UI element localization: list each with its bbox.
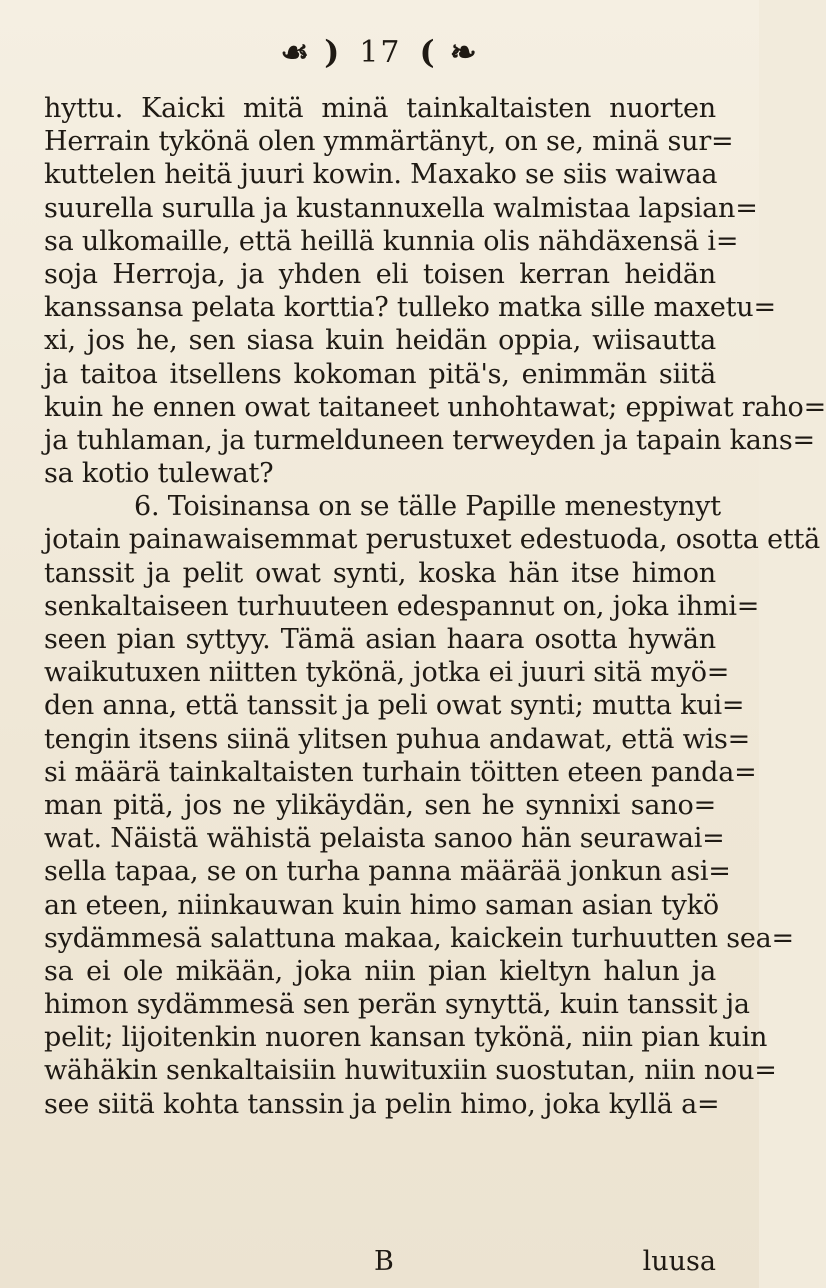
text-line: xi, jos he, sen siasa kuin heidän oppia, wiisautta [44, 325, 716, 357]
text-line: see siitä kohta tanssin ja pelin himo, joka kyllä a= [44, 1088, 720, 1120]
signature-mark: B [374, 1246, 394, 1277]
text-line: wähäkin senkaltaisiin huwituxiin suostutan, niin nou= [44, 1055, 777, 1087]
text-line: si määrä tainkaltaisten turhain töitten eteen panda= [44, 756, 757, 788]
text-line: soja Herroja, ja yhden eli toisen kerran heidän [44, 258, 716, 290]
text-line: kuttelen heitä juuri kowin. Maxako se siis waiwaa [44, 159, 718, 191]
text-line: an eteen, niinkauwan kuin himo saman asian tykö [44, 889, 719, 921]
ornament-left: ☙ ) [280, 33, 342, 71]
text-line: ja taitoa itsellens kokoman pitä's, enimmän siitä [44, 358, 716, 390]
text-line: ja tuhlaman, ja turmelduneen terweyden ja tapain kans= [44, 424, 815, 456]
ornament-right: ( ❧ [419, 33, 479, 71]
text-line: sa kotio tulewat? [44, 458, 274, 490]
text-line: man pitä, jos ne ylikäydän, sen he synnixi sano= [44, 789, 716, 821]
text-line: tengin itsens siinä ylitsen puhua andawat, että wis= [44, 723, 751, 755]
text-line: kuin he ennen owat taitaneet unhohtawat; eppiwat raho= [44, 391, 826, 423]
text-line: himon sydämmesä sen perän synyttä, kuin tanssit ja [44, 989, 750, 1021]
catchword: luusa [642, 1246, 716, 1277]
text-line: sa ulkomaille, että heillä kunnia olis nähdäxensä i= [44, 225, 739, 257]
text-line: seen pian syttyy. Tämä asian haara osotta hywän [44, 624, 716, 655]
text-line: suurella surulla ja kustannuxella walmistaa lapsian= [44, 192, 758, 224]
text-line: wat. Näistä wähistä pelaista sanoo hän seurawai= [44, 823, 725, 855]
text-line: sydämmesä salattuna makaa, kaickein turhuutten sea= [44, 922, 794, 954]
text-line: Herrain tykönä olen ymmärtänyt, on se, minä sur= [44, 126, 734, 158]
text-line: den anna, että tanssit ja peli owat synti; mutta kui= [44, 690, 745, 722]
text-line: tanssit ja pelit owat synti, koska hän itse himon [44, 557, 716, 589]
paragraph-start-line: 6. Toisinansa on se tälle Papille menestynyt [134, 491, 721, 523]
text-line: kanssansa pelata korttia? tulleko matka sille maxetu= [44, 292, 776, 324]
text-line: sella tapaa, se on turha panna määrää jonkun asi= [44, 856, 731, 888]
page-body [44, 92, 826, 1121]
text-line: jotain painawaisemmat perustuxet edestuoda, osotta että [44, 524, 821, 556]
text-line: waikutuxen niitten tykönä, jotka ei juuri sitä myö= [44, 657, 730, 689]
text-line: pelit; lijoitenkin nuoren kansan tykönä, niin pian kuin [44, 1022, 768, 1054]
page-header [0, 30, 759, 74]
text-line: sa ei ole mikään, joka niin pian kieltyn halun ja [44, 955, 716, 987]
page-footer [44, 1243, 716, 1281]
text-line: senkaltaiseen turhuuteen edespannut on, joka ihmi= [44, 590, 760, 622]
text-line: hyttu. Kaicki mitä minä tainkaltaisten nuorten [44, 93, 716, 124]
page-number: 17 [359, 34, 402, 70]
